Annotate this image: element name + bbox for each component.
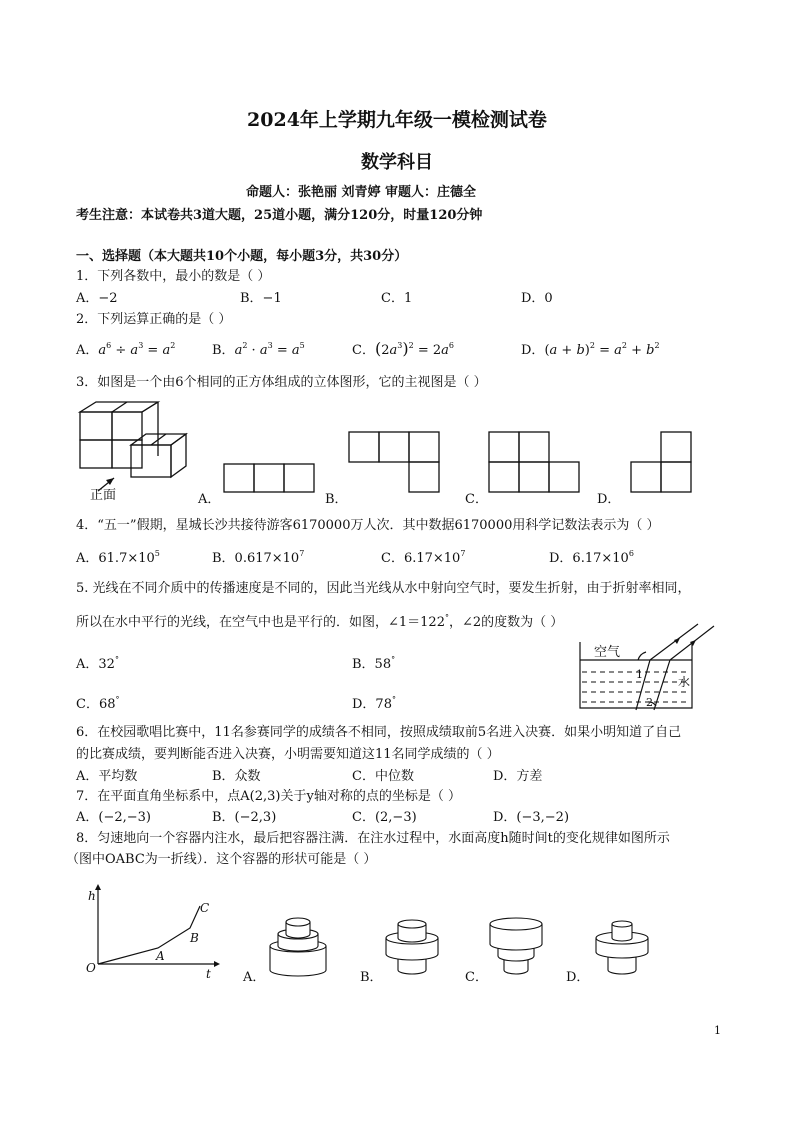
authors-line: 命题人：张艳丽 刘青婷 审题人：庄德全 xyxy=(246,185,477,200)
q8-point-b: B xyxy=(190,931,199,945)
q5-line2-prefix: 所以在水中平行的光线，在空气中也是平行的．如图，∠1＝122 xyxy=(76,615,445,630)
q5-fig-air-label: 空气 xyxy=(594,645,621,660)
q6-option-c: C．中位数 xyxy=(352,769,414,784)
q1-option-c: C．1 xyxy=(381,291,413,306)
q3-label-d: D． xyxy=(597,492,621,507)
paper-subtitle: 数学科目 xyxy=(361,152,433,173)
q8-option-a-container xyxy=(268,916,328,978)
q8-point-a: A xyxy=(156,949,165,963)
q8-label-a: A． xyxy=(243,970,266,985)
q5-option-b-text: B．58 xyxy=(352,657,392,672)
q5-option-a xyxy=(76,653,119,672)
section-heading: 一、选择题（本大题共10个小题，每小题3分，共30分） xyxy=(76,249,408,264)
q8-line2: （图中OABC为一折线）．这个容器的形状可能是（ ） xyxy=(66,852,377,867)
q7-option-a: A．(−2,−3) xyxy=(76,810,151,825)
q2-option-a: A．$a^6 \div a^3 = a^2$ xyxy=(76,341,176,358)
q8-water-height-graph xyxy=(84,884,220,980)
q4-option-b xyxy=(212,547,304,566)
q5-fig-angle2-label: 2 xyxy=(646,696,653,709)
q4-option-b-text: B．0.617×10 xyxy=(212,551,300,566)
q8-axis-h: h xyxy=(88,889,96,903)
q5-fig-angle1-label: 1 xyxy=(636,668,643,681)
q5-degree-sign: ° xyxy=(444,613,449,622)
q7-stem: 7．在平面直角坐标系中，点A(2,3)关于y轴对称的点的坐标是（ ） xyxy=(76,789,461,804)
q8-line1: 8．匀速地向一个容器内注水，最后把容器注满．在注水过程中，水面高度h随时间t的变化规律如图所示 xyxy=(76,831,670,846)
q4-option-d-text: D．6.17×10 xyxy=(549,551,629,566)
q6-option-a: A．平均数 xyxy=(76,769,138,784)
q5-option-d-text: D．78 xyxy=(352,697,392,712)
q3-front-label: 正面 xyxy=(90,488,117,503)
q5-line1: 5. 光线在不同介质中的传播速度是不同的，因此当光线从水中射向空气时，要发生折射，由于折射率相同， xyxy=(76,581,691,596)
q4-option-a xyxy=(76,547,160,566)
q8-label-d: D． xyxy=(566,970,590,985)
q7-option-d: D．(−3,−2) xyxy=(493,810,570,825)
q7-option-c: C．(2,−3) xyxy=(352,810,417,825)
q8-axis-t: t xyxy=(206,967,211,981)
q3-option-b-figure xyxy=(348,431,440,493)
q5-option-c-text: C．68 xyxy=(76,697,116,712)
q5-option-c-deg: ° xyxy=(115,695,120,704)
q2-option-d: D．$(a + b)^2 = a^2 + b^2$ xyxy=(521,341,660,358)
paper-title: 2024年上学期九年级一模检测试卷 xyxy=(247,109,547,131)
q6-option-d: D．方差 xyxy=(493,769,543,784)
q5-option-a-deg: ° xyxy=(114,655,119,664)
q1-option-b: B．−1 xyxy=(240,291,282,306)
q5-option-d xyxy=(352,693,396,712)
q3-option-a-figure xyxy=(223,463,315,493)
q3-label-b: B． xyxy=(325,492,348,507)
q8-label-c: C． xyxy=(465,970,488,985)
q2-label-c: C． xyxy=(352,343,375,358)
q8-point-o: O xyxy=(86,961,96,975)
q8-option-b-container xyxy=(384,918,440,976)
q6-option-b: B．众数 xyxy=(212,769,261,784)
page-number: 1 xyxy=(714,1024,721,1037)
exam-notice: 考生注意：本试卷共3道大题，25道小题，满分120分，时量120分钟 xyxy=(76,208,483,223)
q5-option-b xyxy=(352,653,395,672)
q8-point-c: C xyxy=(200,901,210,915)
q6-line1: 6．在校园歌唱比赛中，11名参赛同学的成绩各不相同，按照成绩取前5名进入决赛．如果小明知道了自己 xyxy=(76,725,682,740)
q2-label-a: A． xyxy=(76,343,99,358)
q8-option-d-container xyxy=(594,918,650,976)
q5-option-a-text: A．32 xyxy=(76,657,115,672)
q2-label-d: D． xyxy=(521,343,545,358)
q5-option-d-deg: ° xyxy=(391,695,396,704)
q4-option-c-text: C．6.17×10 xyxy=(381,551,461,566)
q2-stem: 2．下列运算正确的是（ ） xyxy=(76,312,232,327)
q4-option-a-exp: 5 xyxy=(154,549,160,558)
q2-option-c: C．$(2a^3)^2 = 2a^6$ xyxy=(352,339,454,358)
q8-label-b: B． xyxy=(360,970,383,985)
q2-label-b: B． xyxy=(212,343,235,358)
q3-stem: 3．如图是一个由6个相同的正方体组成的立体图形，它的主视图是（ ） xyxy=(76,375,487,390)
q6-line2: 的比赛成绩，要判断能否进入决赛，小明需要知道这11名同学成绩的（ ） xyxy=(76,747,500,762)
q2-option-b: B．$a^2 \cdot a^3 = a^5$ xyxy=(212,341,305,358)
q1-option-d: D．0 xyxy=(521,291,553,306)
q5-option-b-deg: ° xyxy=(391,655,396,664)
q1-stem: 1．下列各数中，最小的数是（ ） xyxy=(76,269,271,284)
q7-option-b: B．(−2,3) xyxy=(212,810,277,825)
q5-line2 xyxy=(76,611,563,630)
q5-fig-water-label: 水 xyxy=(678,675,691,689)
q3-option-d-figure xyxy=(630,431,692,493)
q3-label-a: A． xyxy=(198,492,221,507)
q4-option-a-text: A．61.7×10 xyxy=(76,551,155,566)
q5-line2-mid: ，∠2的度数为（ ） xyxy=(448,615,564,630)
q4-option-c xyxy=(381,547,465,566)
q4-option-c-exp: 7 xyxy=(460,549,466,558)
q3-label-c: C． xyxy=(465,492,488,507)
q1-option-a: A．−2 xyxy=(76,291,118,306)
q5-option-c xyxy=(76,693,120,712)
q4-stem: 4．“五一”假期，星城长沙共接待游客6170000万人次．其中数据6170000用科学记数法表示为（ ） xyxy=(76,518,660,533)
q4-option-d-exp: 6 xyxy=(628,549,634,558)
q8-option-c-container xyxy=(488,916,544,976)
q5-refraction-figure xyxy=(578,622,718,712)
q3-option-c-figure xyxy=(488,431,580,493)
q4-option-d xyxy=(549,547,634,566)
q4-option-b-exp: 7 xyxy=(299,549,305,558)
